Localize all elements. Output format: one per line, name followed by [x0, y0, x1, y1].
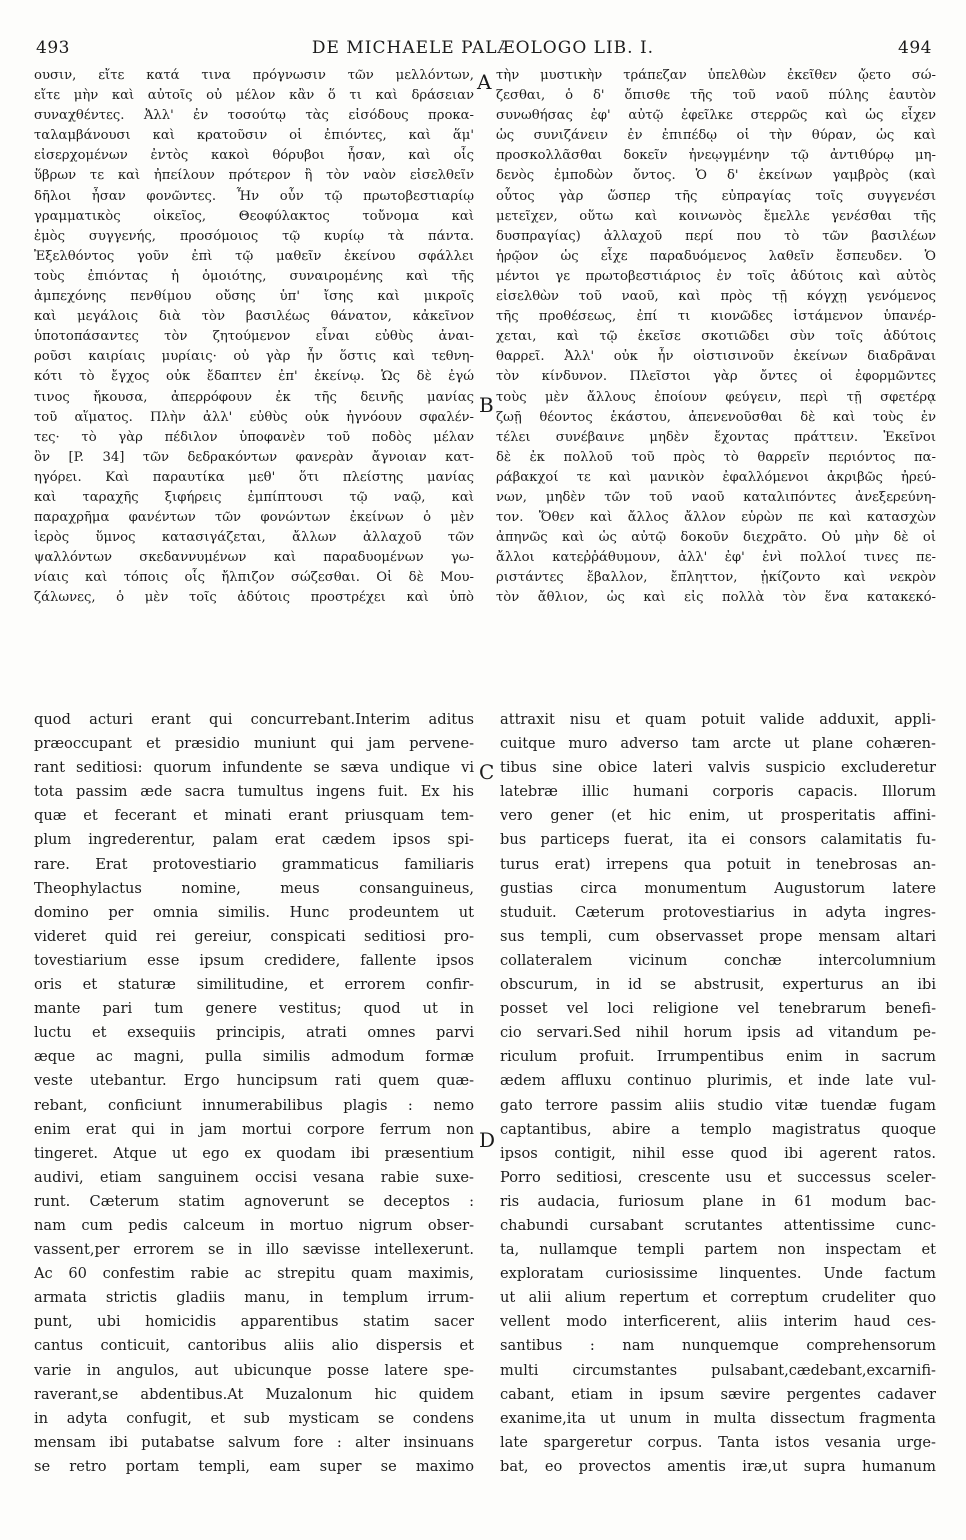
latin-line: captantibus, abire a templo magistratus quoque: [500, 1120, 936, 1138]
latin-line: multi circumstantes pulsabant,cædebant,excarnifi-: [500, 1361, 936, 1379]
latin-line: runt. Cæterum statim agnoverunt se deceptos :: [34, 1192, 474, 1210]
latin-line: exanime,ita ut unum in multa dissectum fragmenta: [500, 1409, 936, 1427]
latin-line: cantus conticuit, cantoribus aliis alio dispersis et: [34, 1337, 474, 1355]
greek-line: δὲ ἐκ πολλοῦ τοῦ πρὸς τὸ θαρρεῖν περιόντος πα-: [496, 449, 936, 465]
greek-line: ἐμὸς συγγενής, προσόμοιος τῷ κυρίῳ τὰ πάντα.: [34, 228, 474, 244]
latin-line: Ac 60 confestim rabie ac strepitu quam maximis,: [34, 1265, 474, 1283]
page-number-left: 493: [36, 38, 70, 58]
latin-line: raverant,se abdentibus.At Muzalonum hic quidem: [34, 1385, 474, 1403]
greek-line: ὡς συνιζάνειν ἐν ἐπιπέδῳ οἱ τὴν θύραν, ὡς καὶ: [496, 128, 936, 144]
greek-line: συνωθήσας ἐφ' αὐτῷ ἐφεῖλκε στερρῶς καὶ ὡς εἶχεν: [496, 108, 936, 124]
latin-line: luctu et exsequiis principis, atrati omnes parvi: [34, 1024, 474, 1042]
latin-line: audivi, etiam sanguinem occisi vesana rabie suxe-: [34, 1168, 474, 1186]
greek-line: ἄλλοι κατεῤῥάθυμουν, ἀλλ' ἐφ' ἑνὶ πολλοί τινες πε-: [496, 550, 936, 566]
latin-line: obscurum, in id se abstrusit, experturus an ibi: [500, 976, 936, 994]
greek-line: ροῦσι καιρίαις μυρίαις· οὐ γὰρ ἦν ὅστις καὶ τεθνη-: [34, 349, 474, 365]
greek-line: γραμματικὸς οἰκεῖος, Θεοφύλακτος τοὔνομα καὶ: [34, 208, 474, 224]
latin-line: rebant, conficiunt innumerabilibus plagis : nemo: [34, 1096, 474, 1114]
latin-line: vellent modo interficerent, aliis interim haud ces-: [500, 1313, 936, 1331]
greek-line: εἰσελθὼν τοῦ ναοῦ, καὶ πρὸς τῇ κόγχῃ γενόμενος: [496, 289, 936, 305]
latin-line: santibus : nam nunquemque comprehensorum: [500, 1337, 936, 1355]
greek-line: ράβακχοί τε καὶ μανικὸν ἐφαλλόμενοι ἀκριβῶς ἠρεύ-: [496, 469, 936, 485]
latin-line: ipsos contigit, nihil esse quod ibi agerent ratos.: [500, 1144, 936, 1162]
latin-line: gato terrore passim aliis studio vitæ tuendæ fugam: [500, 1096, 936, 1114]
latin-line: collateralem vicinum conchæ intercolumnium: [500, 951, 936, 969]
greek-line: κότι τὸ ἔγχος οὐκ ἔδαπτεν ἐπ' ἐκείνῳ. Ὡς δὲ ἐγώ: [34, 369, 474, 385]
greek-line: καὶ μεγάλοις διὰ τὸν βασιλέως θάνατον, κἀκεῖνον: [34, 309, 474, 325]
greek-line: ὑποτοπάσαντες τὸν ζητούμενον εἶναι εὐθὺς ἀναι-: [34, 329, 474, 345]
greek-line: δυσπραγίας) ἀλλαχοῦ περί που τὸ τῶν βασιλέων: [496, 228, 936, 244]
latin-line: mensam ibi putabatse salvum fore : alter insinuans: [34, 1433, 474, 1451]
latin-line: riculum profuit. Irrumpentibus enim in sacrum: [500, 1048, 936, 1066]
latin-line: punt, ubi homicidis apparentibus statim sacer: [34, 1313, 474, 1331]
greek-column-right: [496, 66, 936, 696]
greek-line: ηγόρει. Καὶ παραυτίκα μεθ' ὅτι πλείστης μανίας: [34, 469, 474, 485]
latin-line: cio servari.Sed nihil horum ipsis ad vitandum pe-: [500, 1024, 936, 1042]
greek-line: τοὺς μὲν ἄλλους ἐποίουν φεύγειν, περὶ τῇ σφετέρᾳ: [496, 389, 936, 405]
greek-line: ουσιν, εἴτε κατά τινα πρόγνωσιν τῶν μελλόντων,: [34, 68, 474, 83]
latin-line: tingeret. Atque ut ego ex quodam ibi præsentium: [34, 1144, 474, 1162]
greek-line: ἀμπεχόνης πενθίμου οὔσης ὑπ' ἴσης καὶ μικροῖς: [34, 289, 474, 305]
running-header: [0, 38, 966, 64]
latin-line: vero gener (et hic enim, ut prosperitatis affini-: [500, 807, 936, 825]
latin-line: rare. Erat protovestiario grammaticus familiaris: [34, 855, 474, 873]
greek-line: οὗτος γὰρ ὥσπερ τῆς εὐπραγίας τοῖς συγγενέσι: [496, 188, 936, 204]
latin-line: armata strictis gladiis manu, in templum irrum-: [34, 1289, 474, 1307]
latin-line: mante pari tum genere vestitus; quod ut in: [34, 1000, 474, 1018]
greek-line: μετεῖχεν, οὕτω καὶ κοινωνὸς ἔμελλε γενέσθαι τῆς: [496, 208, 936, 224]
greek-line: ζωῇ θέοντος ἑκάστου, ἀπενενοῦσθαι δὲ καὶ τοὺς ἐν: [496, 409, 936, 425]
greek-line: ταλαμβάνουσι καὶ κρατοῦσιν οἱ ἐπιόντες, καὶ ἅμ': [34, 128, 474, 144]
margin-marker-b: B: [479, 393, 494, 417]
greek-line: τοῦ αἵματος. Πλὴν ἀλλ' εὐθὺς οὐκ ἠγνόουν σφαλέν-: [34, 409, 474, 425]
greek-line: ἡρῷον ὡς εἶχε παραδυόμενος λαθεῖν ἔσπευδεν. Ὁ: [496, 248, 936, 264]
latin-line: cabant, etiam in ipsum sævire pergentes cadaver: [500, 1385, 936, 1403]
latin-line: tovestiarium esse ipsum credidere, fallente ipsos: [34, 951, 474, 969]
latin-line: se retro portam templi, eam super se maximo: [34, 1457, 474, 1475]
latin-line: tibus sine obice lateri valvis suspicio excluderetur: [500, 759, 936, 777]
greek-line: δενὸς ἐμποδὼν ὄντος. Ὁ δ' ἐκείνων γαμβρὸς (καὶ: [496, 168, 936, 184]
latin-line: Porro seditiosi, crescente usu et successus sceler-: [500, 1168, 936, 1186]
latin-line: latebræ illic humani corporis capacis. Illorum: [500, 783, 936, 801]
latin-line: domino per omnia similis. Hunc prodeuntem ut: [34, 903, 474, 921]
latin-line: posset vel loci religione vel tenebrarum benefi-: [500, 1000, 936, 1018]
greek-line: τῆς προθέσεως, ἐπί τι κιονῶδες ἱστάμενον ὑπανέρ-: [496, 309, 936, 325]
greek-line: συναχθέντες. Ἀλλ' ἐν τοσούτῳ τὰς εἰσόδους προκα-: [34, 108, 474, 124]
greek-line: τον. Ὅθεν καὶ ἄλλος ἄλλον εὑρὼν πε καὶ κατασχὼν: [496, 510, 936, 526]
greek-line: τὸν κίνδυνον. Πλεῖστοι γὰρ ὄντες οἱ ἐφορμῶντες: [496, 369, 936, 385]
greek-line: τοὺς ἐπιόντας ἡ ὁμοιότης, συναιρομένης καὶ τῆς: [34, 268, 474, 284]
latin-line: nam cum pedis calceum in mortuo nigrum obser-: [34, 1216, 474, 1234]
latin-line: oris et staturæ similitudine, et errorem confir-: [34, 976, 474, 994]
greek-line: τὸν ἄθλιον, ὡς καὶ εἰς πολλὰ τὸν ἕνα κατακεκό-: [496, 590, 936, 606]
latin-line: æque ac magni, pulla similis admodum formæ: [34, 1048, 474, 1066]
latin-column-right: [500, 708, 936, 1528]
latin-line: ris audacia, furiosum plane in 61 modum bac-: [500, 1192, 936, 1210]
page-number-right: 494: [898, 38, 932, 58]
latin-line: turus erat) irrepens qua potuit in tenebrosas an-: [500, 855, 936, 873]
latin-line: in adyta confugit, et sub mysticam se condens: [34, 1409, 474, 1427]
latin-line: attraxit nisu et quam potuit valide adduxit, appli-: [500, 711, 936, 728]
latin-line: tota passim æde sacra tumultus ingens fuit. Ex his: [34, 783, 474, 801]
greek-line: χεται, καὶ τῷ ἐκεῖσε σκοτιῶδει σὺν τοῖς ἀδύτοις: [496, 329, 936, 345]
latin-line: varie in angulos, aut ubicunque posse latere spe-: [34, 1361, 474, 1379]
latin-line: vassent,per errorem se in illo sævisse intellexerunt.: [34, 1241, 474, 1259]
greek-line: τέλει συνέβαινε μηδὲν ἔχοντας πράττειν. Ἐκεῖνοι: [496, 429, 936, 445]
latin-line: videret quid rei gereiur, conspicati seditiosi pro-: [34, 927, 474, 945]
latin-line: rant seditiosi: quorum infundente se sæva undique vi: [34, 759, 474, 777]
latin-line: veste utebantur. Ergo huncipsum rati quem quæ-: [34, 1072, 474, 1090]
greek-line: εἰσερχομένων ἐντὸς κακοὶ θόρυβοι ἦσαν, καὶ οἷς: [34, 148, 474, 164]
greek-line: μέντοι γε πρωτοβεστιάριος ἐν τοῖς ἀδύτοις καὶ αὐτὸς: [496, 268, 936, 284]
greek-line: νων, μηδὲν τῶν τοῦ ναοῦ καταλιπόντες ἀνεξερεύνη-: [496, 489, 936, 505]
latin-line: sus templi, cum observasset prope mensam altari: [500, 927, 936, 945]
latin-line: studuit. Cæterum protovestiarius in adyta ingres-: [500, 903, 936, 921]
greek-line: νίαις καὶ τόποις οἷς ἤλπιζον σώζεσθαι. Οἱ δὲ Μου-: [34, 570, 474, 586]
margin-marker-d: D: [479, 1128, 496, 1152]
latin-line: quæ et fecerant et minati erant priusquam tem-: [34, 807, 474, 825]
greek-line: Ἐξελθόντος γοῦν ἐπὶ τῷ μαθεῖν ἐκείνου σφάλλει: [34, 248, 474, 264]
latin-line: bus particeps fuerat, ita ei consors calamitatis fu-: [500, 831, 936, 849]
latin-line: gustias circa monumentum Augustorum latere: [500, 879, 936, 897]
margin-marker-c: C: [479, 760, 495, 784]
greek-line: ψαλλόντων σκεδαννυμένων καὶ παραδυομένων γω-: [34, 550, 474, 566]
running-title: DE MICHAELE PALÆOLOGO LIB. I.: [311, 38, 655, 58]
greek-line: ἀπηνῶς καὶ ὡς αὐτῷ δοκοῦν διεχρᾶτο. Οὐ μὴν δὲ οἱ: [496, 530, 936, 546]
latin-line: chabundi cursabant scrutantes attentissime cunc-: [500, 1216, 936, 1234]
latin-line: ut alii alium repertum et correptum crudeliter quo: [500, 1289, 936, 1307]
greek-line: εἴτε μὴν καὶ αὐτοῖς οὐ μέλον κἂν ὅ τι καὶ δράσειαν: [34, 88, 474, 104]
greek-line: τὴν μυστικὴν τράπεζαν ὑπελθὼν ἐκεῖθεν ᾤετο σώ-: [496, 68, 936, 83]
greek-line: παραχρῆμα φανέντων τῶν φονώντων ἐκείνων ὁ μὲν: [34, 510, 474, 526]
latin-line: plum ingrederentur, palam erat cædem ipsos spi-: [34, 831, 474, 849]
latin-line: præoccupant et præsidio muniunt qui jam pervene-: [34, 735, 474, 753]
margin-marker-a: A: [477, 70, 492, 94]
latin-line: Theophylactus nomine, meus consanguineus,: [34, 879, 474, 897]
latin-line: bat, eo provectos amentis iræ,ut supra humanum: [500, 1457, 936, 1475]
greek-line: δῆλοι ἦσαν φονῶντες. Ἦν οὖν τῷ πρωτοβεστιαρίῳ: [34, 188, 474, 204]
greek-column-left: [34, 66, 474, 696]
greek-line: καὶ ταραχῆς ξιφήρεις ἐμπίπτουσι τῷ ναῷ, καὶ: [34, 489, 474, 505]
greek-line: προσκολλᾶσθαι δοκεῖν ἠνεῳγμένην τῷ ἀντιθύρῳ μη-: [496, 148, 936, 164]
greek-line: ζεσθαι, ὁ δ' ὄπισθε τῆς τοῦ ναοῦ πύλης ἑαυτὸν: [496, 88, 936, 104]
greek-line: θαρρεῖ. Ἀλλ' οὐκ ἦν οἰστισινοῦν ἐκείνων διαδρᾶναι: [496, 349, 936, 365]
latin-line: exploratam curiosissime linquentes. Unde factum: [500, 1265, 936, 1283]
greek-line: ὕβρων τε καὶ ἠπείλουν πρότερον ἢ τὸν ναὸν εἰσελθεῖν: [34, 168, 474, 184]
greek-line: τινος ἤκουσα, ἀπερρόφουν ἐκ τῆς δεινῆς μανίας: [34, 389, 474, 405]
greek-line: ἱερὸς ὕμνος κατασιγάζεται, ἄλλων ἀλλαχοῦ τῶν: [34, 530, 474, 546]
latin-line: quod acturi erant qui concurrebant.Interim aditus: [34, 711, 474, 728]
latin-line: enim erat qui in jam mortui corpore ferrum non: [34, 1120, 474, 1138]
greek-line: ζάλωνες, ὁ μὲν τοῖς ἀδύτοις προστρέχει καὶ ὑπὸ: [34, 590, 474, 606]
latin-line: ædem affluxu continuo plurimis, et inde late vul-: [500, 1072, 936, 1090]
latin-column-left: [34, 708, 474, 1528]
greek-line: τες· τὸ γὰρ πέδιλον ὑποφανὲν τοῦ ποδὸς μέλαν: [34, 429, 474, 445]
latin-line: cuitque muro adverso tam arcte ut plane cohæren-: [500, 735, 936, 753]
latin-line: late spargeretur corpus. Tanta istos vesania urge-: [500, 1433, 936, 1451]
greek-line: ριστάντες ἔβαλλον, ἔπληττον, ᾐκίζοντο καὶ νεκρὸν: [496, 570, 936, 586]
greek-line: ὂν [P. 34] τῶν δεδρακόντων φανερὰν ἄγνοιαν κατ-: [34, 449, 474, 465]
latin-line: ta, nullamque templi partem non inspectam et: [500, 1241, 936, 1259]
